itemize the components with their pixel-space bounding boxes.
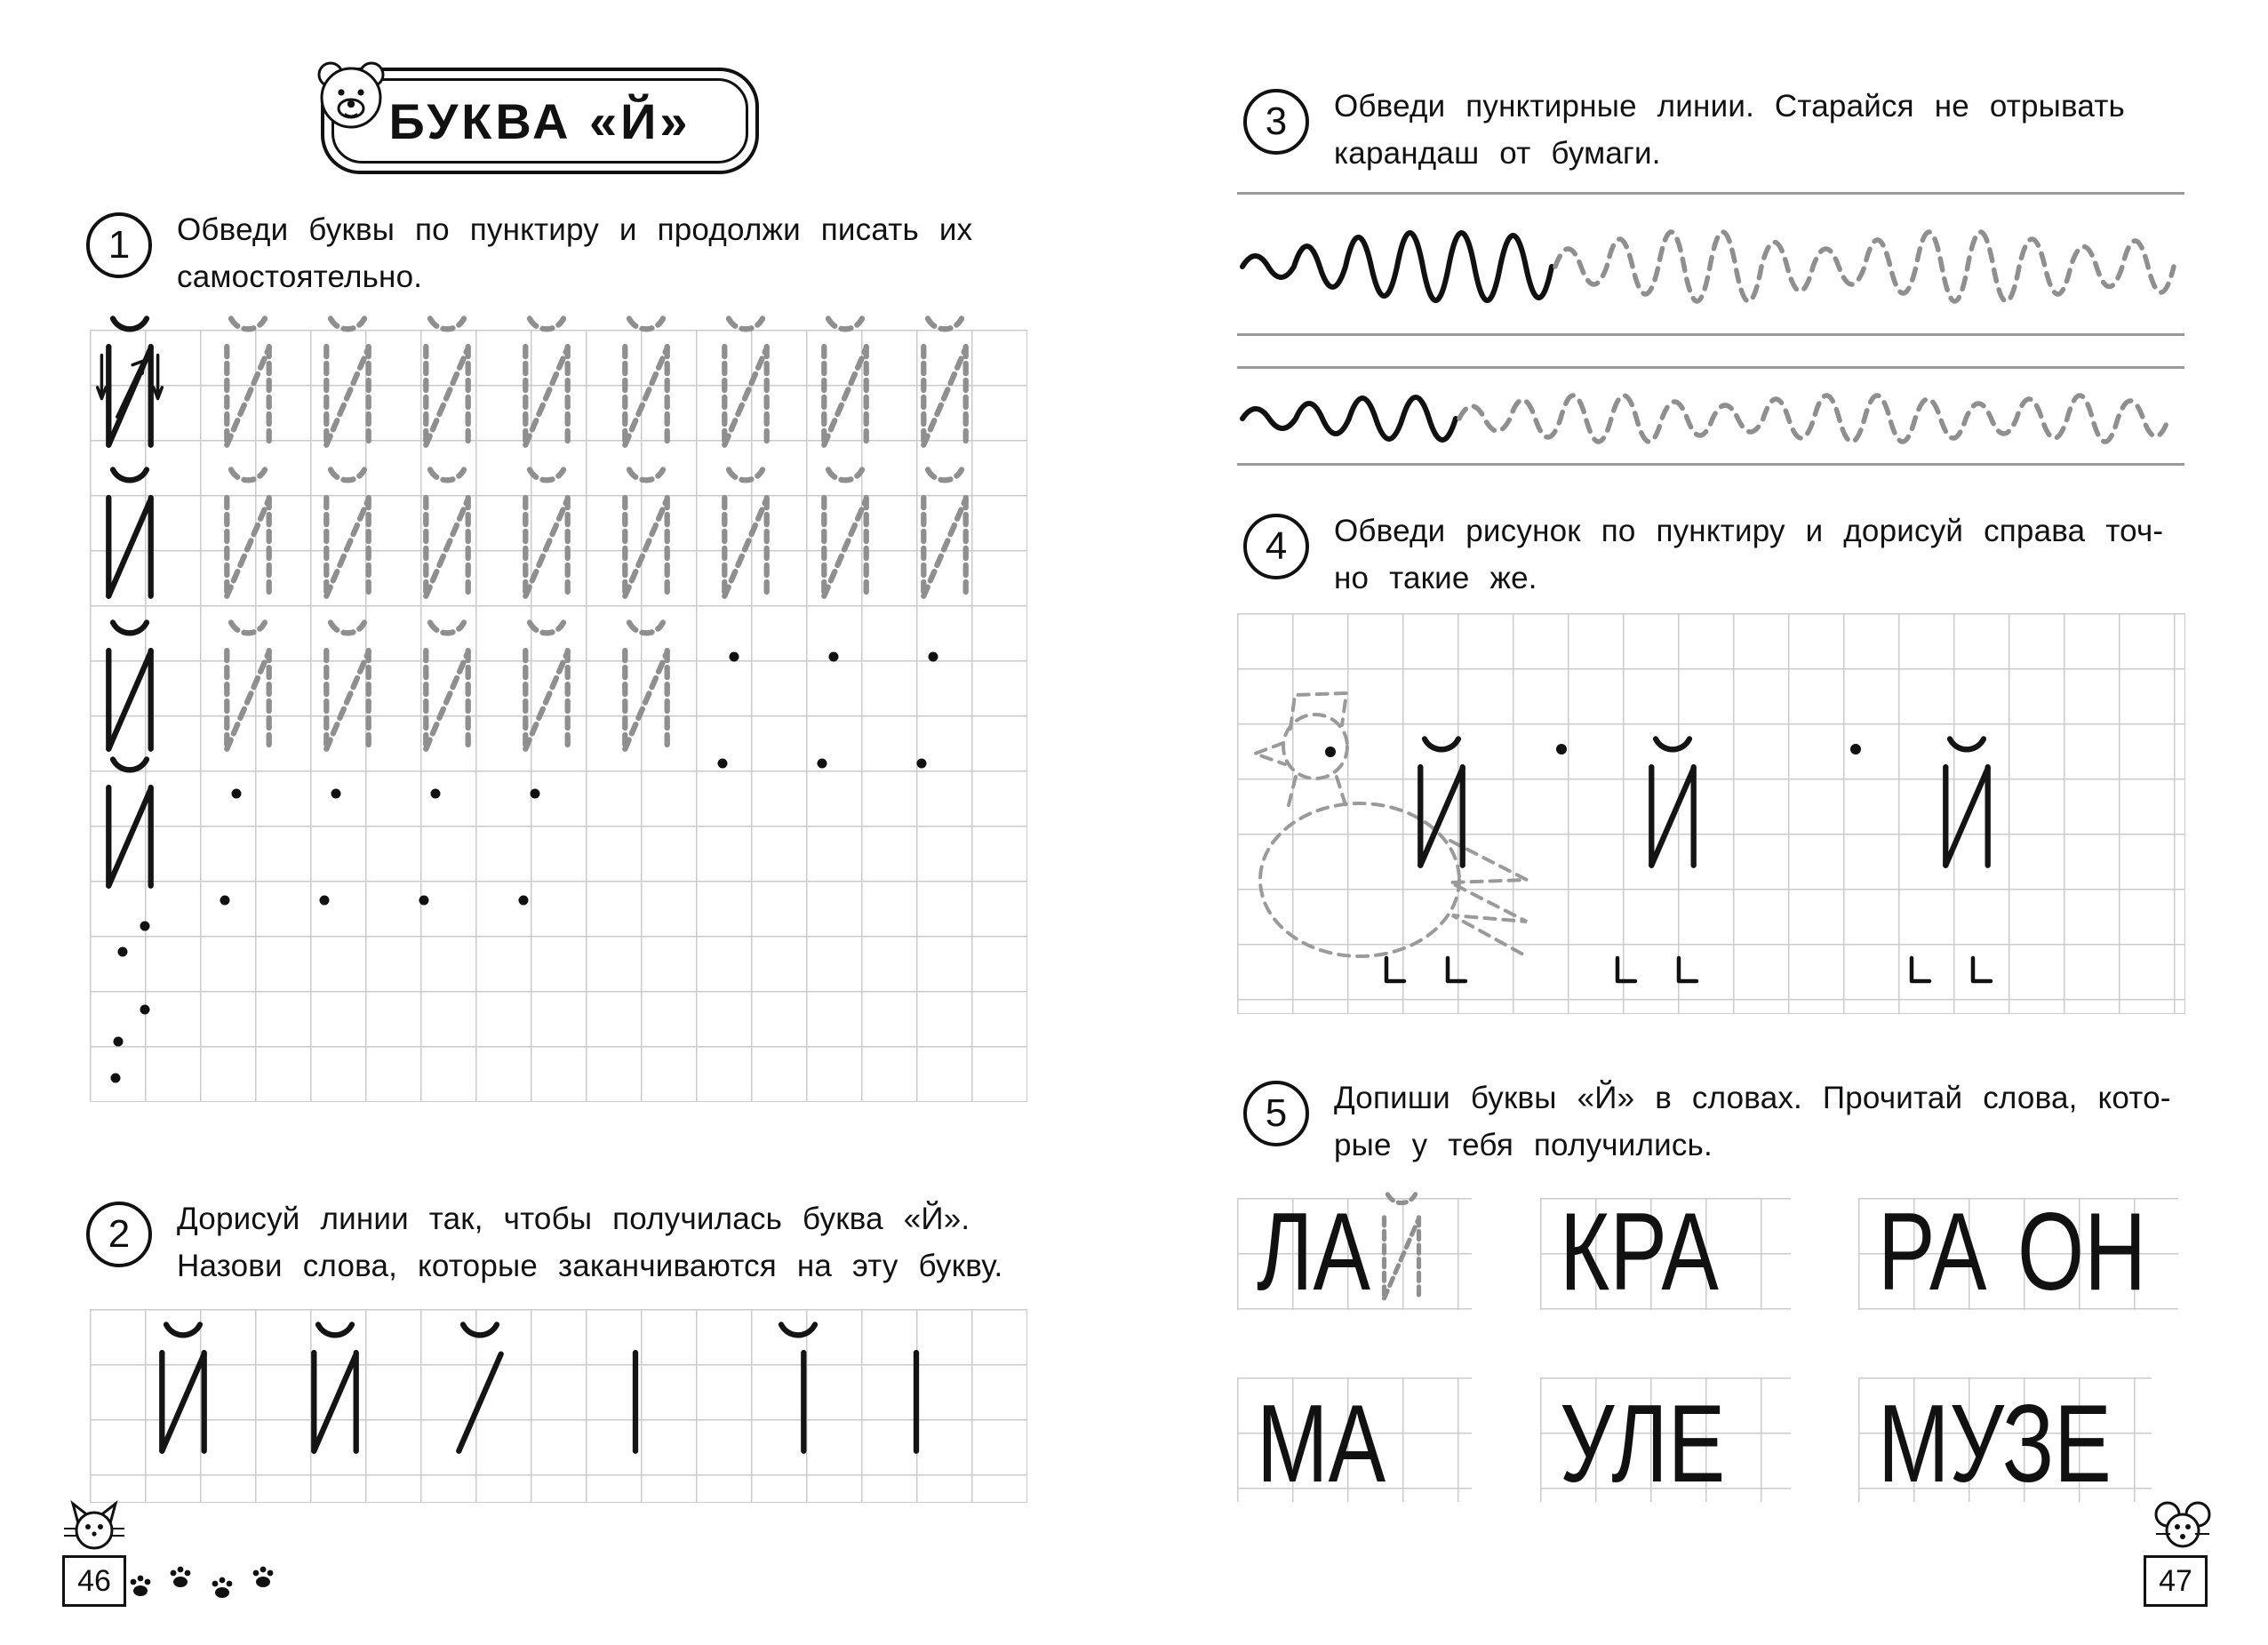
page-number-right bbox=[2144, 1555, 2208, 1607]
dashed-letter-yi[interactable] bbox=[1376, 1187, 1427, 1303]
word-text-ule: УЛЕ bbox=[1560, 1382, 1726, 1505]
paw-prints bbox=[126, 1564, 286, 1610]
exercise-3-line1: Обведи пунктирные линии. Старайся не отрывать bbox=[1334, 89, 2125, 124]
mouse-icon bbox=[2144, 1497, 2224, 1552]
word-block-ulei[interactable] bbox=[1540, 1377, 1791, 1505]
exercise-2-number-label: 2 bbox=[108, 1212, 131, 1256]
exercise-2-number bbox=[86, 1202, 152, 1267]
bird-outline-drawing bbox=[1255, 693, 1527, 956]
word-block-muzei[interactable] bbox=[1858, 1377, 2152, 1505]
exercise-4-line2: но такие же. bbox=[1334, 561, 1537, 595]
ex4-practice-grid[interactable] bbox=[1237, 613, 2185, 1014]
exercise-1-instructions bbox=[177, 206, 972, 300]
exercise-2-line2: Назови слова, которые заканчиваются на эту букву. bbox=[177, 1249, 1003, 1283]
exercise-5-number bbox=[1243, 1081, 1309, 1146]
word-text-la: ЛА bbox=[1257, 1190, 1370, 1314]
wave-band-2-svg bbox=[1237, 369, 2184, 463]
ex2-letters bbox=[90, 1274, 1027, 1513]
page-number-right-label: 47 bbox=[2159, 1563, 2192, 1598]
exercise-4-number-label: 4 bbox=[1265, 524, 1288, 568]
exercise-4-number bbox=[1243, 514, 1309, 579]
ex4-letters bbox=[1237, 613, 2184, 1013]
exercise-3-number-label: 3 bbox=[1265, 100, 1288, 143]
word-text-muze: МУЗЕ bbox=[1878, 1382, 2112, 1505]
word-text-on: ОН bbox=[2017, 1190, 2147, 1314]
exercise-4-line1: Обведи рисунок по пунктиру и дорисуй справа точ- bbox=[1334, 514, 2164, 548]
wave-band-1[interactable] bbox=[1237, 192, 2184, 336]
exercise-1-line1: Обведи буквы по пунктиру и продолжи писать их bbox=[177, 212, 973, 247]
word-text-ma: МА bbox=[1257, 1382, 1386, 1505]
exercise-2-line1: Дорисуй линии так, чтобы получилась буква «Й». bbox=[177, 1202, 970, 1236]
exercise-5-number-label: 5 bbox=[1265, 1091, 1288, 1135]
bear-icon bbox=[299, 46, 402, 149]
exercise-5-line1: Допиши буквы «Й» в словах. Прочитай слова, кото- bbox=[1334, 1081, 2171, 1115]
exercise-5-line2: рые у тебя получились. bbox=[1334, 1128, 1713, 1162]
ex1-letters bbox=[90, 294, 1027, 1112]
word-block-krai[interactable] bbox=[1540, 1190, 1791, 1314]
page-number-left-label: 46 bbox=[77, 1563, 111, 1598]
exercise-3-instructions bbox=[1334, 83, 2125, 177]
word-block-lai[interactable] bbox=[1237, 1190, 1472, 1314]
lesson-title: БУКВА «Й» bbox=[331, 78, 748, 164]
exercise-1-number-label: 1 bbox=[108, 223, 131, 267]
exercise-1-line2: самостоятельно. bbox=[177, 260, 423, 294]
word-block-raion[interactable] bbox=[1858, 1190, 2178, 1314]
word-block-mai[interactable] bbox=[1237, 1377, 1472, 1505]
word-text-ra: РА bbox=[1878, 1190, 1987, 1314]
exercise-3-line2: карандаш от бумаги. bbox=[1334, 136, 1661, 171]
exercise-4-instructions bbox=[1334, 507, 2163, 602]
exercise-1-number bbox=[86, 212, 152, 278]
wave-band-2[interactable] bbox=[1237, 366, 2184, 466]
wave-band-1-svg bbox=[1237, 195, 2184, 333]
exercise-5-instructions bbox=[1334, 1074, 2171, 1169]
cat-icon bbox=[59, 1497, 133, 1552]
exercise-3-number bbox=[1243, 89, 1309, 155]
page-number-left bbox=[62, 1555, 126, 1607]
word-text-kra: КРА bbox=[1560, 1190, 1719, 1314]
